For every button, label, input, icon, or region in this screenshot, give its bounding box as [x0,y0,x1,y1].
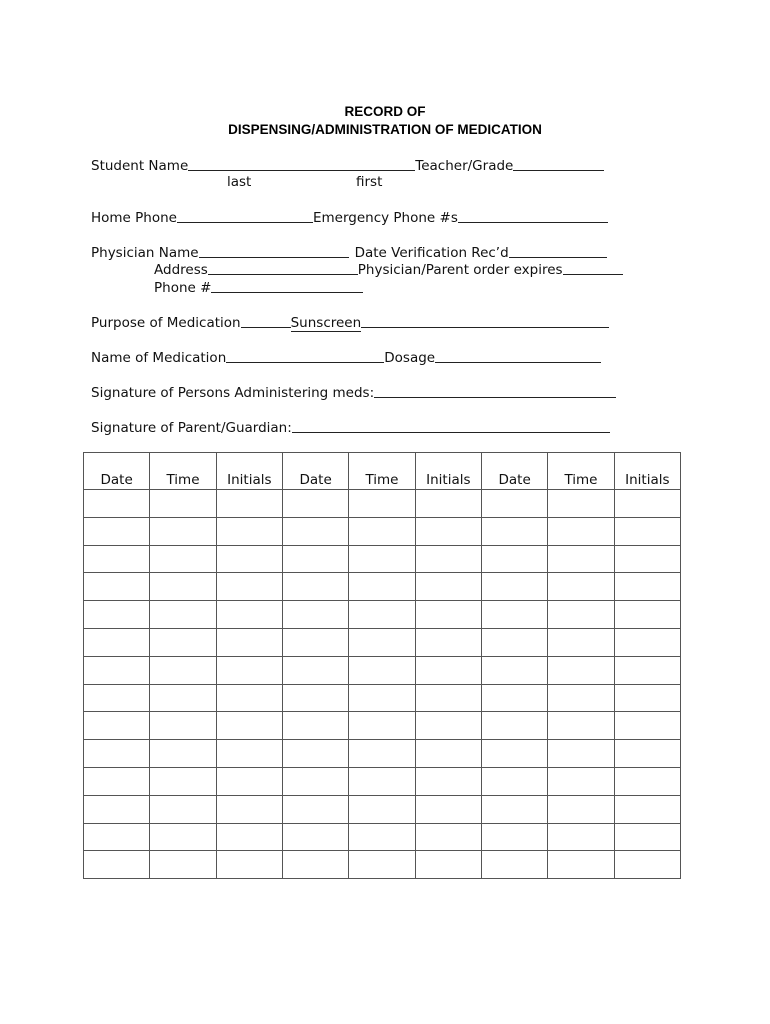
table-cell[interactable] [481,740,547,768]
address-row [154,259,623,279]
table-cell[interactable] [150,490,216,518]
student-name-label: Student Name [91,158,189,174]
home-phone-field[interactable] [177,208,313,223]
emergency-phone-label: Emergency Phone #s [312,210,458,226]
table-cell[interactable] [614,656,680,684]
table-cell[interactable] [216,740,282,768]
table-cell[interactable] [216,823,282,851]
table-cell[interactable] [349,517,415,545]
table-cell[interactable] [548,795,614,823]
header-time-1: Time [150,453,216,490]
table-row [84,851,681,879]
table-cell[interactable] [150,601,216,629]
table-cell[interactable] [84,851,150,879]
table-cell[interactable] [415,795,481,823]
table-cell[interactable] [415,517,481,545]
table-cell[interactable] [614,795,680,823]
purpose-field-trail[interactable] [361,313,609,328]
table-row [84,740,681,768]
teacher-grade-label: Teacher/Grade [415,158,514,174]
header-time-2: Time [349,453,415,490]
student-row [91,155,604,175]
table-cell[interactable] [84,545,150,573]
order-expires-field[interactable] [563,260,623,275]
last-caption: last [227,174,252,190]
table-cell[interactable] [415,545,481,573]
table-cell[interactable] [84,628,150,656]
table-cell[interactable] [415,656,481,684]
form-title-line1: RECORD OF [344,104,426,119]
sig-persons-label: Signature of Persons Administering meds: [91,385,375,401]
table-cell[interactable] [349,767,415,795]
table-cell[interactable] [548,545,614,573]
table-cell[interactable] [614,767,680,795]
table-cell[interactable] [548,490,614,518]
table-cell[interactable] [349,823,415,851]
table-cell[interactable] [216,545,282,573]
table-cell[interactable] [415,684,481,712]
table-cell[interactable] [150,740,216,768]
header-initials-1: Initials [216,453,282,490]
physician-name-label: Physician Name [91,245,199,261]
table-cell[interactable] [282,740,348,768]
purpose-field-lead[interactable] [241,313,291,328]
table-row [84,684,681,712]
table-cell[interactable] [481,684,547,712]
sig-parent-row [91,417,610,437]
order-expires-label: Physician/Parent order expires [357,262,563,278]
table-cell[interactable] [548,851,614,879]
table-cell[interactable] [150,628,216,656]
table-cell[interactable] [349,851,415,879]
table-cell[interactable] [614,573,680,601]
table-cell[interactable] [548,573,614,601]
table-cell[interactable] [614,823,680,851]
medication-row [91,347,601,367]
table-cell[interactable] [150,767,216,795]
dosage-field[interactable] [435,348,601,363]
table-body [84,490,681,879]
table-cell[interactable] [84,684,150,712]
header-date-1: Date [84,453,150,490]
table-cell[interactable] [216,851,282,879]
purpose-value[interactable]: Sunscreen [290,315,362,331]
table-cell[interactable] [282,656,348,684]
table-cell[interactable] [614,628,680,656]
table-cell[interactable] [415,712,481,740]
table-cell[interactable] [216,795,282,823]
table-cell[interactable] [282,490,348,518]
table-cell[interactable] [614,684,680,712]
table-cell[interactable] [282,573,348,601]
table-cell[interactable] [415,601,481,629]
table-cell[interactable] [282,795,348,823]
header-initials-3: Initials [614,453,680,490]
table-cell[interactable] [216,490,282,518]
table-row [84,517,681,545]
table-cell[interactable] [548,601,614,629]
table-cell[interactable] [84,517,150,545]
phone-row [91,207,608,227]
address-field[interactable] [208,260,358,275]
table-cell[interactable] [349,795,415,823]
table-cell[interactable] [481,545,547,573]
table-row [84,545,681,573]
phone-label: Phone # [154,280,212,296]
sig-parent-field[interactable] [292,418,610,433]
table-cell[interactable] [150,573,216,601]
table-cell[interactable] [216,712,282,740]
header-date-3: Date [481,453,547,490]
sig-persons-row [91,382,616,402]
table-cell[interactable] [548,684,614,712]
table-cell[interactable] [548,823,614,851]
table-cell[interactable] [349,545,415,573]
table-cell[interactable] [349,601,415,629]
table-cell[interactable] [150,851,216,879]
header-time-3: Time [548,453,614,490]
table-cell[interactable] [150,545,216,573]
table-cell[interactable] [481,851,547,879]
table-cell[interactable] [216,628,282,656]
first-caption: first [356,174,383,190]
table-cell[interactable] [84,795,150,823]
table-cell[interactable] [548,712,614,740]
table-cell[interactable] [349,573,415,601]
table-cell[interactable] [150,712,216,740]
table-cell[interactable] [548,517,614,545]
table-row [84,656,681,684]
table-cell[interactable] [481,517,547,545]
table-cell[interactable] [150,656,216,684]
table-cell[interactable] [349,628,415,656]
table-cell[interactable] [349,656,415,684]
table-cell[interactable] [548,767,614,795]
medication-name-label: Name of Medication [91,350,227,366]
student-name-field[interactable] [188,156,415,171]
table-cell[interactable] [481,823,547,851]
table-cell[interactable] [548,656,614,684]
table-cell[interactable] [84,573,150,601]
table-cell[interactable] [282,684,348,712]
table-cell[interactable] [614,490,680,518]
table-cell[interactable] [216,767,282,795]
table-cell[interactable] [614,712,680,740]
table-cell[interactable] [216,601,282,629]
table-cell[interactable] [349,712,415,740]
table-cell[interactable] [614,517,680,545]
table-cell[interactable] [415,851,481,879]
table-row [84,795,681,823]
table-cell[interactable] [614,545,680,573]
table-cell[interactable] [150,795,216,823]
table-row [84,573,681,601]
address-label: Address [154,262,208,278]
home-phone-label: Home Phone [91,210,177,226]
table-cell[interactable] [282,823,348,851]
table-cell[interactable] [481,628,547,656]
date-verification-field[interactable] [509,243,607,258]
table-cell[interactable] [415,628,481,656]
table-cell[interactable] [282,517,348,545]
purpose-label: Purpose of Medication [91,315,241,331]
medication-name-field[interactable] [226,348,384,363]
form-title-line2: DISPENSING/ADMINISTRATION OF MEDICATION [228,122,542,137]
table-row [84,490,681,518]
table-cell[interactable] [216,656,282,684]
physician-name-field[interactable] [199,243,349,258]
table-cell[interactable] [282,767,348,795]
dosage-label: Dosage [384,350,436,366]
table-cell[interactable] [216,684,282,712]
teacher-grade-field[interactable] [513,156,604,171]
table-cell[interactable] [216,517,282,545]
table-cell[interactable] [349,684,415,712]
header-date-2: Date [282,453,348,490]
table-cell[interactable] [150,684,216,712]
table-cell[interactable] [548,628,614,656]
table-cell[interactable] [150,823,216,851]
table-cell[interactable] [84,601,150,629]
table-cell[interactable] [349,740,415,768]
table-cell[interactable] [415,740,481,768]
table-cell[interactable] [84,712,150,740]
table-cell[interactable] [84,767,150,795]
header-initials-2: Initials [415,453,481,490]
table-cell[interactable] [282,601,348,629]
table-cell[interactable] [84,823,150,851]
table-cell[interactable] [415,823,481,851]
table-cell[interactable] [548,740,614,768]
table-cell[interactable] [614,740,680,768]
table-cell[interactable] [481,490,547,518]
phone-number-row [154,277,363,297]
sig-persons-field[interactable] [374,383,616,398]
table-row [84,823,681,851]
table-cell[interactable] [349,490,415,518]
table-cell[interactable] [150,517,216,545]
emergency-phone-field[interactable] [458,208,608,223]
phone-field[interactable] [211,278,363,293]
table-cell[interactable] [84,740,150,768]
table-cell[interactable] [282,712,348,740]
table-cell[interactable] [415,767,481,795]
table-row [84,628,681,656]
table-header-row [84,453,681,490]
table-row [84,767,681,795]
table-cell[interactable] [84,656,150,684]
table-row [84,601,681,629]
table-cell[interactable] [216,573,282,601]
table-cell[interactable] [481,795,547,823]
table-cell[interactable] [614,601,680,629]
table-cell[interactable] [481,656,547,684]
table-cell[interactable] [481,767,547,795]
table-row [84,712,681,740]
table-cell[interactable] [415,573,481,601]
table-cell[interactable] [282,545,348,573]
table-cell[interactable] [481,573,547,601]
table-cell[interactable] [481,601,547,629]
sig-parent-label: Signature of Parent/Guardian: [91,420,292,436]
table-cell[interactable] [481,712,547,740]
date-verification-label: Date Verification Rec’d [354,245,509,261]
administration-log-table [83,452,681,879]
table-cell[interactable] [282,851,348,879]
table-cell[interactable] [84,490,150,518]
table-cell[interactable] [282,628,348,656]
table-cell[interactable] [614,851,680,879]
table-cell[interactable] [415,490,481,518]
purpose-row [91,312,609,332]
